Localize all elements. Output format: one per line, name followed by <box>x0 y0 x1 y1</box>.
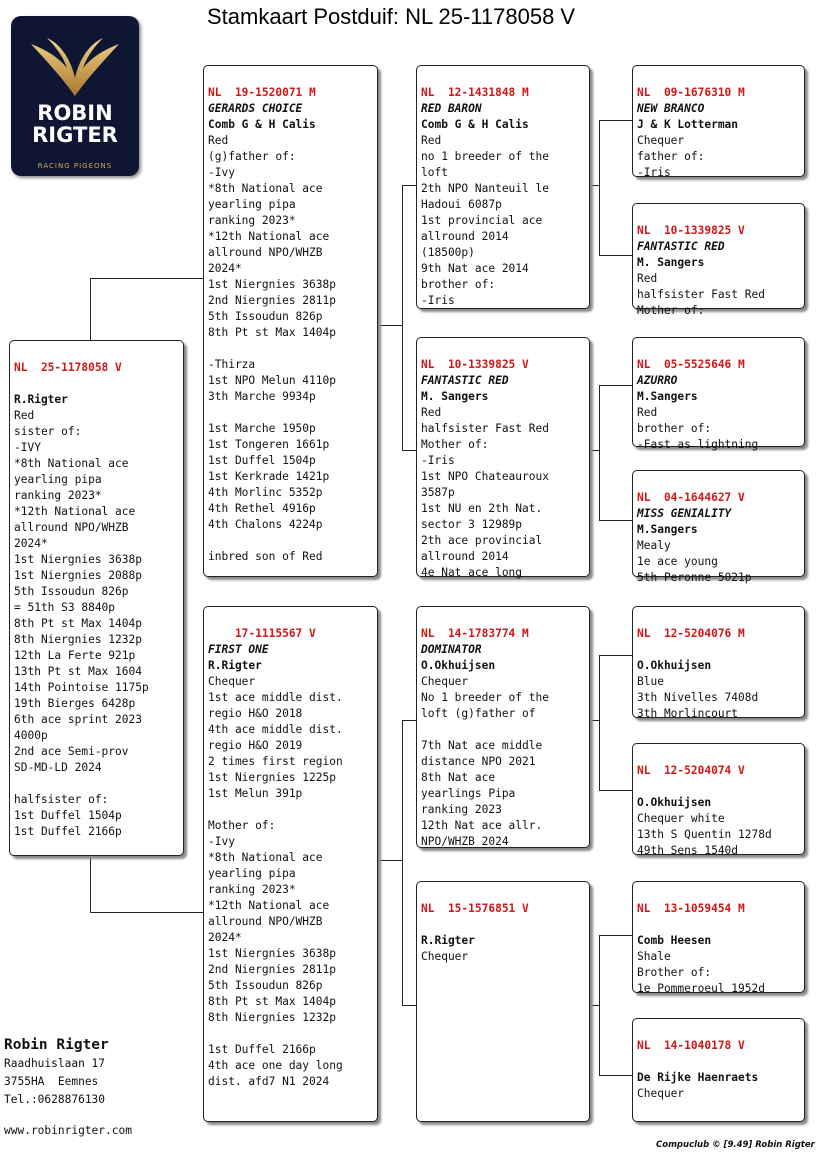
pigeon-card-ff[interactable] <box>416 65 590 309</box>
pigeon-card-mfm[interactable] <box>632 743 805 855</box>
pigeon-info: Chequer No 1 breeder of the loft (g)father of 7th Nat ace middle distance NPO 2021 8th Nat ace yearlings Pipa ranking 2023 12th Nat ace allr. NPO/WHZB 2024 <box>421 675 549 848</box>
connector <box>599 120 632 121</box>
breeder-name: O.Okhuijsen <box>421 659 496 672</box>
pigeon-name <box>421 917 585 933</box>
page-title: Stamkaart Postduif: NL 25-1178058 V <box>207 4 576 29</box>
connector <box>402 720 403 1005</box>
breeder-name: De Rijke Haenraets <box>637 1071 759 1084</box>
breeder-name: M.Sangers <box>637 390 698 403</box>
breeder-name: O.Okhuijsen <box>637 659 712 672</box>
connector <box>599 385 632 386</box>
pigeon-info: Red halfsister Fast Red Mother of: -Iris 1st NPO Chateauroux 3587p 1st NU en 2th Nat. sector 3 12989p 2th ace provincial allround 2014 4e Nat ace long <box>421 406 549 579</box>
connector <box>402 185 416 186</box>
connector <box>402 185 403 450</box>
pigeon-info: Red brother of: -Fast as lightning <box>637 406 759 451</box>
pigeon-name: FANTASTIC RED <box>637 240 725 253</box>
pigeon-card-fmf[interactable] <box>632 337 805 451</box>
pigeon-name <box>637 642 800 658</box>
connector <box>599 520 632 521</box>
ring-number: NL 04-1644627 V <box>637 491 745 504</box>
ring-number: NL 10-1339825 V <box>421 358 529 371</box>
pigeon-info: Chequer 1st ace middle dist. regio H&O 2018 4th ace middle dist. regio H&O 2019 2 times first region 1st Niergnies 1225p 1st Melun 391p Mother of: -Ivy *8th National ace yearling pipa ranking 2023* *12th National ace allround NPO/WHZB 2024* 1st Niergnies 3638p 2nd Niergnies 2811p 5th Issoudun 826p 8th Pt st Max 1404p 8th Niergnies 1232p 1st Duffel 2166p 4th ace one day long dist. afd7 N1 2024 <box>208 675 343 1088</box>
pigeon-name: NEW BRANCO <box>637 102 705 115</box>
connector <box>599 655 632 656</box>
ring-number: NL 12-1431848 M <box>421 86 529 99</box>
pigeon-info: Chequer <box>421 950 469 963</box>
owner-city: 3755HA Eemnes <box>4 1075 99 1088</box>
ring-number: NL 10-1339825 V <box>637 224 745 237</box>
website-link[interactable]: www.robinrigter.com <box>4 1124 132 1137</box>
pigeon-card-mother[interactable] <box>203 606 378 1122</box>
ring-number: NL 12-5204074 V <box>637 764 745 777</box>
ring-number: NL 14-1040178 V <box>637 1039 745 1052</box>
connector <box>599 385 600 520</box>
connector <box>599 935 600 1075</box>
connector <box>378 860 403 861</box>
connector <box>599 120 600 255</box>
connector <box>378 325 403 326</box>
connector <box>599 1075 632 1076</box>
pigeon-name: MISS GENIALITY <box>637 507 732 520</box>
breeder-name: Comb G & H Calis <box>421 118 529 131</box>
pigeon-card-ffm[interactable] <box>632 203 805 317</box>
pigeon-info: Chequer <box>637 1087 685 1100</box>
pigeon-info: Red no 1 breeder of the loft 2th NPO Nanteuil le Hadoui 6087p 1st provincial ace allround 2014 (18500p) 9th Nat ace 2014 brother of: -Iris <box>421 134 549 307</box>
footer-credit: Compuclub © [9.49] Robin Rigter <box>656 1140 815 1150</box>
connector <box>599 655 600 790</box>
pigeon-name <box>637 917 800 933</box>
pigeon-info: Mealy 1e ace young 5th Peronne 5021p <box>637 539 752 584</box>
pigeon-name <box>637 779 800 795</box>
pigeon-name: FIRST ONE <box>208 643 269 656</box>
pigeon-info: Chequer father of: -Iris <box>637 134 705 179</box>
pigeon-info: Red halfsister Fast Red Mother of: <box>637 272 765 317</box>
pigeon-card-mmm[interactable] <box>632 1018 805 1122</box>
pigeon-card-fff[interactable] <box>632 65 805 177</box>
pigeon-name <box>14 376 179 392</box>
connector <box>599 255 632 256</box>
breeder-name: O.Okhuijsen <box>637 796 712 809</box>
breeder-name: Comb G & H Calis <box>208 118 316 131</box>
breeder-name: R.Rigter <box>421 934 475 947</box>
connector <box>90 912 203 913</box>
logo-line1: ROBIN <box>37 101 113 125</box>
logo-line2: RIGTER <box>32 123 118 147</box>
ring-number: NL 13-1059454 M <box>637 902 745 915</box>
pigeon-info: Shale Brother of: 1e Pommeroeul 1952d <box>637 950 765 995</box>
pigeon-card-fm[interactable] <box>416 337 590 577</box>
pigeon-card-subject[interactable] <box>9 340 184 856</box>
pigeon-info: Red sister of: -IVY *8th National ace yearling pipa ranking 2023* *12th National ace allround NPO/WHZB 2024* 1st Niergnies 3638p 1st Niergnies 2088p 5th Issoudun 826p = 51th S3 8840p 8th Pt st Max 1404p 8th Niergnies 1232p 12th La Ferte 921p 13th Pt st Max 1604 14th Pointoise 1175p 19th Bierges 6428p 6th ace sprint 2023 4000p 2nd ace Semi-prov SD-MD-LD 2024 halfsister of: 1st Duffel 1504p 1st Duffel 2166p <box>14 409 149 838</box>
owner-phone: Tel.:0628876130 <box>4 1093 106 1106</box>
ring-number: NL 19-1520071 M <box>208 86 316 99</box>
pigeon-name: FANTASTIC RED <box>421 374 509 387</box>
breeder-name: M. Sangers <box>421 390 489 403</box>
ring-number: NL 12-5204076 M <box>637 627 745 640</box>
owner-name: Robin Rigter <box>4 1037 109 1053</box>
breeder-name: M.Sangers <box>637 523 698 536</box>
pigeon-info: Chequer white 13th S Quentin 1278d 49th Sens 1540d <box>637 812 772 857</box>
pigeon-name: GERARDS CHOICE <box>208 102 303 115</box>
pigeon-card-mf[interactable] <box>416 606 590 848</box>
ring-number: NL 05-5525646 M <box>637 358 745 371</box>
wings-logo-icon <box>25 30 125 100</box>
ring-number: NL 14-1783774 M <box>421 627 529 640</box>
connector <box>90 855 91 912</box>
pigeon-name <box>637 1054 800 1070</box>
pigeon-card-mmf[interactable] <box>632 881 805 993</box>
connector <box>90 278 203 279</box>
pigeon-card-mm[interactable] <box>416 881 590 1122</box>
pigeon-card-mff[interactable] <box>632 606 805 718</box>
pigeon-info: Red (g)father of: -Ivy *8th National ace yearling pipa ranking 2023* *12th National ace allround NPO/WHZB 2024* 1st Niergnies 3638p 2nd Niergnies 2811p 5th Issoudun 826p 8th Pt st Max 1404p -Thirza 1st NPO Melun 4110p 3th Marche 9934p 1st Marche 1950p 1st Tongeren 1661p 1st Duffel 1504p 1st Kerkrade 1421p 4th Morlinc 5352p 4th Rethel 4916p 4th Chalons 4224p inbred son of Red <box>208 134 336 563</box>
owner-block <box>4 1035 109 1109</box>
pigeon-name: RED BARON <box>421 102 482 115</box>
ring-number: NL 25-1178058 V <box>14 361 122 374</box>
pigeon-card-father[interactable] <box>203 65 378 577</box>
breeder-name: M. Sangers <box>637 256 705 269</box>
ring-number: NL 09-1676310 M <box>637 86 745 99</box>
connector <box>599 790 632 791</box>
breeder-name: R.Rigter <box>14 393 68 406</box>
ring-number: NL 15-1576851 V <box>421 902 529 915</box>
logo <box>11 16 139 176</box>
logo-tagline: RACING PIGEONS <box>37 162 113 170</box>
pigeon-card-fmm[interactable] <box>632 470 805 584</box>
breeder-name: J & K Lotterman <box>637 118 739 131</box>
ring-number: 17-1115567 V <box>208 627 316 640</box>
pigeon-name: DOMINATOR <box>421 643 482 656</box>
connector <box>402 1005 416 1006</box>
connector <box>599 935 632 936</box>
connector <box>402 450 416 451</box>
connector <box>90 278 91 340</box>
breeder-name: Comb Heesen <box>637 934 712 947</box>
pigeon-name: AZURRO <box>637 374 678 387</box>
breeder-name: R.Rigter <box>208 659 262 672</box>
owner-address: Raadhuislaan 17 <box>4 1057 106 1070</box>
connector <box>402 720 416 721</box>
pigeon-info: Blue 3th Nivelles 7408d 3th Morlincourt <box>637 675 759 720</box>
